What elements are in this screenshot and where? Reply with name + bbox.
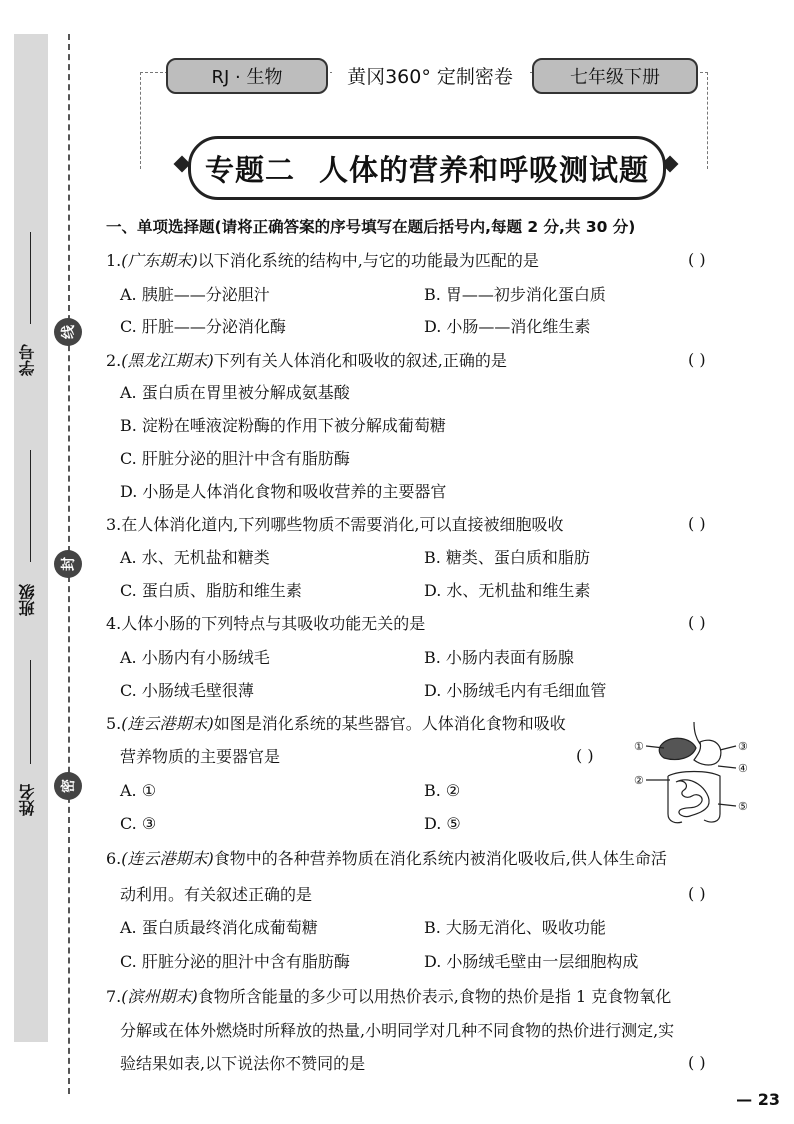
stomach-shape [694, 740, 721, 765]
section-heading: 一、单项选择题(请将正确答案的序号填写在题后括号内,每题 2 分,共 30 分) [106, 218, 636, 236]
q6-option-c: C. 肝脏分泌的胆汁中含有脂肪酶 [120, 952, 350, 971]
q1-option-c: C. 肝脏——分泌消化酶 [120, 317, 286, 336]
q5-option-a: A. ① [120, 781, 157, 800]
q3-option-b: B. 糖类、蛋白质和脂肪 [424, 548, 590, 567]
answer-paren-1[interactable]: ( ) [688, 250, 706, 269]
question-3: 3.在人体消化道内,下列哪些物质不需要消化,可以直接被细胞吸收 [106, 515, 564, 534]
series-name: 黄冈360° 定制密卷 [332, 58, 528, 92]
q5-option-b: B. ② [424, 781, 461, 800]
q6-option-d: D. 小肠绒毛壁由一层细胞构成 [424, 952, 639, 971]
label-1: ① [634, 740, 644, 753]
q4-option-d: D. 小肠绒毛内有毛细血管 [424, 681, 607, 700]
seal-mi: 密 [54, 772, 82, 800]
label-4: ④ [738, 762, 748, 775]
label-3: ③ [738, 740, 748, 753]
q6-option-b: B. 大肠无消化、吸收功能 [424, 918, 606, 937]
subject-pill: RJ · 生物 [166, 58, 328, 94]
question-5-cont: 营养物质的主要器官是 [120, 747, 281, 766]
title-topic-number: 专题二 [204, 152, 295, 187]
page-number: — 23 [736, 1090, 780, 1109]
q2-option-b: B. 淀粉在唾液淀粉酶的作用下被分解成葡萄糖 [120, 416, 446, 435]
q5-option-d: D. ⑤ [424, 814, 461, 833]
question-7: 7.(滨州期末)食物所含能量的多少可以用热价表示,食物的热价是指 1 克食物氧化 [106, 987, 672, 1006]
q6-option-a: A. 蛋白质最终消化成葡萄糖 [120, 918, 318, 937]
answer-paren-5[interactable]: ( ) [576, 746, 594, 765]
liver-shape [659, 738, 696, 759]
question-6-cont: 动利用。有关叙述正确的是 [120, 885, 313, 904]
class-blank [30, 450, 31, 562]
question-1: 1.(广东期末)以下消化系统的结构中,与它的功能最为匹配的是 [106, 251, 539, 270]
answer-paren-7[interactable]: ( ) [688, 1053, 706, 1072]
answer-paren-4[interactable]: ( ) [688, 613, 706, 632]
question-4: 4.人体小肠的下列特点与其吸收功能无关的是 [106, 614, 426, 633]
label-5: ⑤ [738, 800, 748, 813]
q3-option-d: D. 水、无机盐和维生素 [424, 581, 591, 600]
page-title [188, 136, 666, 200]
label-2: ② [634, 774, 644, 787]
q2-option-d: D. 小肠是人体消化食物和吸收营养的主要器官 [120, 482, 447, 501]
name-label: 姓名 [18, 784, 37, 816]
esophagus-shape [694, 722, 700, 744]
grade-pill: 七年级下册 [532, 58, 698, 94]
class-label: 班级 [18, 584, 37, 616]
q2-option-c: C. 肝脏分泌的胆汁中含有脂肪酶 [120, 449, 350, 468]
q5-option-c: C. ③ [120, 814, 157, 833]
q2-option-a: A. 蛋白质在胃里被分解成氨基酸 [120, 383, 350, 402]
title-topic-name: 人体的营养和呼吸测试题 [319, 152, 650, 187]
q1-option-b: B. 胃——初步消化蛋白质 [424, 285, 606, 304]
question-7-cont2: 验结果如表,以下说法你不赞同的是 [120, 1054, 366, 1073]
seal-line: 线 [54, 318, 82, 346]
q1-option-a: A. 胰脏——分泌胆汁 [120, 285, 270, 304]
binding-strip [14, 34, 48, 1042]
answer-paren-3[interactable]: ( ) [688, 514, 706, 533]
question-5: 5.(连云港期末)如图是消化系统的某些器官。人体消化食物和吸收 [106, 714, 566, 733]
answer-paren-2[interactable]: ( ) [688, 350, 706, 369]
question-7-cont: 分解或在体外燃烧时所释放的热量,小明同学对几种不同食物的热价进行测定,实 [120, 1021, 675, 1040]
q4-option-a: A. 小肠内有小肠绒毛 [120, 648, 270, 667]
small-intestine-shape [676, 780, 709, 817]
q1-option-d: D. 小肠——消化维生素 [424, 317, 591, 336]
question-2: 2.(黑龙江期末)下列有关人体消化和吸收的叙述,正确的是 [106, 351, 507, 370]
q3-option-c: C. 蛋白质、脂肪和维生素 [120, 581, 302, 600]
q4-option-b: B. 小肠内表面有肠腺 [424, 648, 574, 667]
digestive-system-diagram [632, 718, 752, 830]
q4-option-c: C. 小肠绒毛壁很薄 [120, 681, 254, 700]
q3-option-a: A. 水、无机盐和糖类 [120, 548, 270, 567]
name-blank [30, 660, 31, 764]
student-no-blank [30, 232, 31, 324]
seal-seal: 封 [54, 550, 82, 578]
question-6: 6.(连云港期末)食物中的各种营养物质在消化系统内被消化吸收后,供人体生命活 [106, 849, 667, 868]
answer-paren-6[interactable]: ( ) [688, 884, 706, 903]
student-no-label: 学号 [18, 344, 37, 376]
